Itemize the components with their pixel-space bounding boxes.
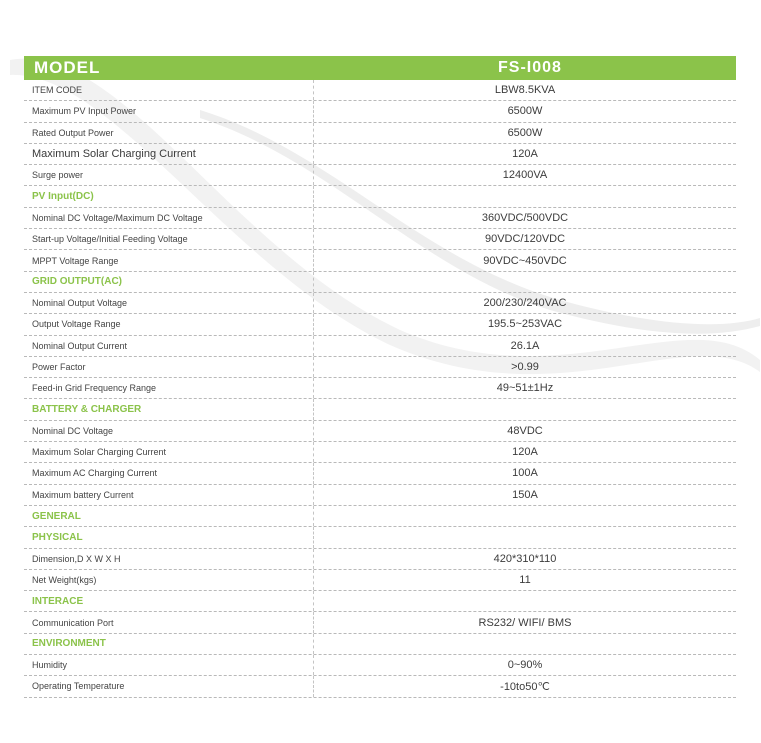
spec-value: 120A bbox=[512, 446, 538, 459]
table-row bbox=[24, 144, 736, 165]
table-row bbox=[24, 676, 736, 697]
spec-label: Nominal Output Current bbox=[24, 336, 314, 356]
section-row bbox=[24, 186, 736, 207]
spec-value: 12400VA bbox=[502, 169, 548, 182]
table-row bbox=[24, 229, 736, 250]
spec-label: Maximum battery Current bbox=[24, 485, 314, 505]
section-label: PHYSICAL bbox=[24, 527, 314, 547]
spec-label: ITEM CODE bbox=[24, 80, 314, 100]
spec-value: 120A bbox=[512, 148, 538, 161]
spec-value: 6500W bbox=[507, 105, 543, 118]
table-row bbox=[24, 612, 736, 633]
spec-value: >0.99 bbox=[511, 361, 539, 373]
spec-value: 6500W bbox=[507, 126, 543, 139]
spec-value: 420*310*110 bbox=[493, 552, 557, 565]
spec-value: 360VDC/500VDC bbox=[481, 211, 569, 224]
spec-value: LBW8.5KVA bbox=[494, 84, 556, 97]
spec-value: 200/230/240VAC bbox=[483, 297, 567, 310]
section-row bbox=[24, 399, 736, 420]
spec-label: Surge power bbox=[24, 165, 314, 185]
spec-label: Dimension,D X W X H bbox=[24, 549, 314, 569]
table-row bbox=[24, 208, 736, 229]
table-header bbox=[24, 56, 736, 80]
spec-label: Maximum PV Input Power bbox=[24, 101, 314, 121]
spec-label: Feed-in Grid Frequency Range bbox=[24, 378, 314, 398]
table-row bbox=[24, 80, 736, 101]
table-row bbox=[24, 250, 736, 271]
spec-value: 0~90% bbox=[507, 659, 543, 672]
spec-label: MPPT Voltage Range bbox=[24, 250, 314, 270]
spec-value: 90VDC~450VDC bbox=[483, 254, 567, 267]
spec-value: -10to50℃ bbox=[500, 680, 550, 693]
spec-label: Power Factor bbox=[24, 357, 314, 377]
spec-label: Rated Output Power bbox=[24, 123, 314, 143]
spec-value: 26.1A bbox=[510, 339, 540, 352]
table-row bbox=[24, 463, 736, 484]
section-row bbox=[24, 591, 736, 612]
section-label: BATTERY & CHARGER bbox=[24, 399, 314, 419]
spec-label: Nominal DC Voltage bbox=[24, 421, 314, 441]
table-row bbox=[24, 421, 736, 442]
table-row bbox=[24, 655, 736, 676]
section-row bbox=[24, 272, 736, 293]
section-label: GENERAL bbox=[24, 506, 314, 526]
spec-value: 48VDC bbox=[507, 424, 543, 437]
spec-value: RS232/ WIFI/ BMS bbox=[478, 616, 572, 629]
spec-value: 100A bbox=[512, 467, 538, 480]
spec-value: 195.5~253VAC bbox=[487, 318, 563, 331]
table-row bbox=[24, 123, 736, 144]
spec-label: Nominal Output Voltage bbox=[24, 293, 314, 313]
spec-label: Maximum Solar Charging Current bbox=[24, 144, 314, 164]
spec-value: 49~51±1Hz bbox=[496, 382, 554, 395]
table-row bbox=[24, 570, 736, 591]
section-row bbox=[24, 506, 736, 527]
spec-label: Operating Temperature bbox=[24, 676, 314, 696]
table-row bbox=[24, 485, 736, 506]
table-row bbox=[24, 314, 736, 335]
spec-value: 11 bbox=[519, 573, 531, 586]
spec-value: 150A bbox=[512, 488, 538, 501]
spec-table bbox=[24, 56, 736, 698]
section-label: ENVIRONMENT bbox=[24, 634, 314, 654]
model-label: MODEL bbox=[34, 58, 101, 77]
spec-label: Output Voltage Range bbox=[24, 314, 314, 334]
spec-rows bbox=[24, 80, 736, 698]
model-value: FS-I008 bbox=[498, 59, 562, 76]
section-row bbox=[24, 634, 736, 655]
table-row bbox=[24, 165, 736, 186]
section-label: GRID OUTPUT(AC) bbox=[24, 272, 314, 292]
table-row bbox=[24, 442, 736, 463]
table-row bbox=[24, 336, 736, 357]
section-row bbox=[24, 527, 736, 548]
section-label: PV Input(DC) bbox=[24, 186, 314, 206]
spec-label: Maximum AC Charging Current bbox=[24, 463, 314, 483]
spec-value: 90VDC/120VDC bbox=[484, 233, 566, 246]
section-label: INTERACE bbox=[24, 591, 314, 611]
table-row bbox=[24, 357, 736, 378]
spec-label: Humidity bbox=[24, 655, 314, 675]
table-row bbox=[24, 549, 736, 570]
spec-label: Maximum Solar Charging Current bbox=[24, 442, 314, 462]
table-row bbox=[24, 378, 736, 399]
spec-label: Nominal DC Voltage/Maximum DC Voltage bbox=[24, 208, 314, 228]
table-row bbox=[24, 293, 736, 314]
spec-label: Start-up Voltage/Initial Feeding Voltage bbox=[24, 229, 314, 249]
spec-label: Communication Port bbox=[24, 612, 314, 632]
table-row bbox=[24, 101, 736, 122]
spec-label: Net Weight(kgs) bbox=[24, 570, 314, 590]
